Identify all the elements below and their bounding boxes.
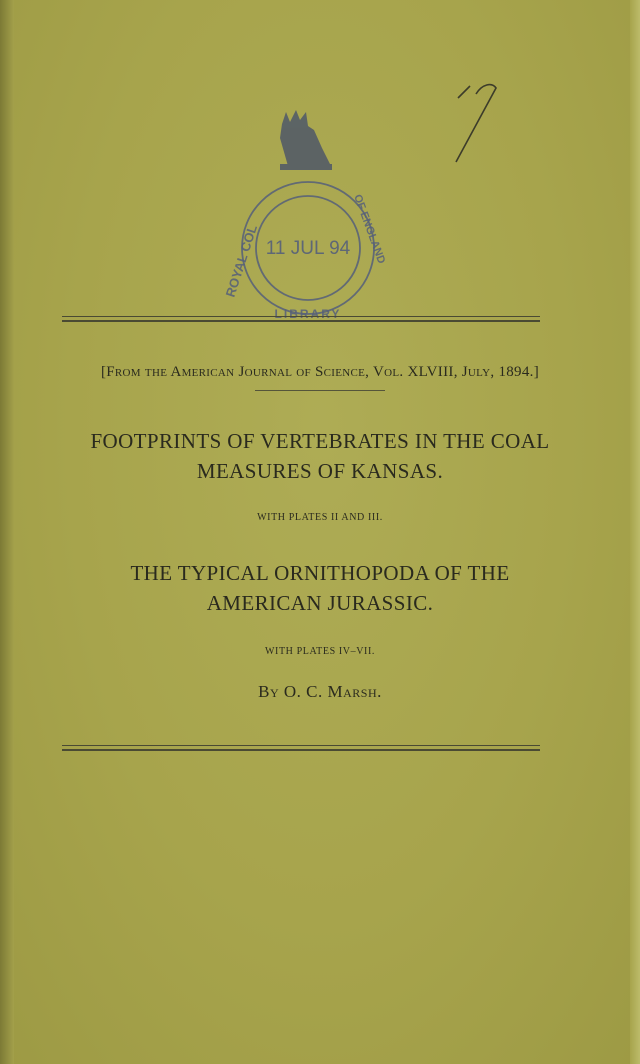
top-rule-second <box>62 320 540 322</box>
page-right-edge <box>630 0 640 1064</box>
library-stamp <box>222 108 392 328</box>
article-2-title-line-1: THE TYPICAL ORNITHOPODA OF THE <box>130 561 510 585</box>
page-left-edge <box>0 0 14 1064</box>
journal-citation: [From the American Journal of Science, Vol. XLVIII, July, 1894.] <box>100 364 539 380</box>
author-byline: By O. C. Marsh. <box>258 682 382 701</box>
bottom-rule <box>62 745 540 746</box>
stamp-date: 11 JUL 94 <box>265 238 351 259</box>
stamp-ring-bottom: LIBRARY <box>274 307 342 321</box>
article-1-plates: WITH PLATES II AND III. <box>257 512 383 523</box>
stamp-ring-right: OF ENGLAND <box>351 192 388 266</box>
article-2-plates: WITH PLATES IV–VII. <box>265 646 375 657</box>
handwritten-mark <box>448 76 508 166</box>
top-rule <box>62 316 540 317</box>
article-1-title-line-1: FOOTPRINTS OF VERTEBRATES IN THE COAL <box>90 429 550 453</box>
bottom-rule-second <box>62 749 540 751</box>
crest-icon <box>280 110 332 170</box>
stamp-ring-left: ROYAL COL <box>222 222 261 299</box>
article-1-title-line-2: MEASURES OF KANSAS. <box>196 459 444 483</box>
citation-underline <box>255 390 385 391</box>
article-2-title-line-2: AMERICAN JURASSIC. <box>206 591 434 615</box>
